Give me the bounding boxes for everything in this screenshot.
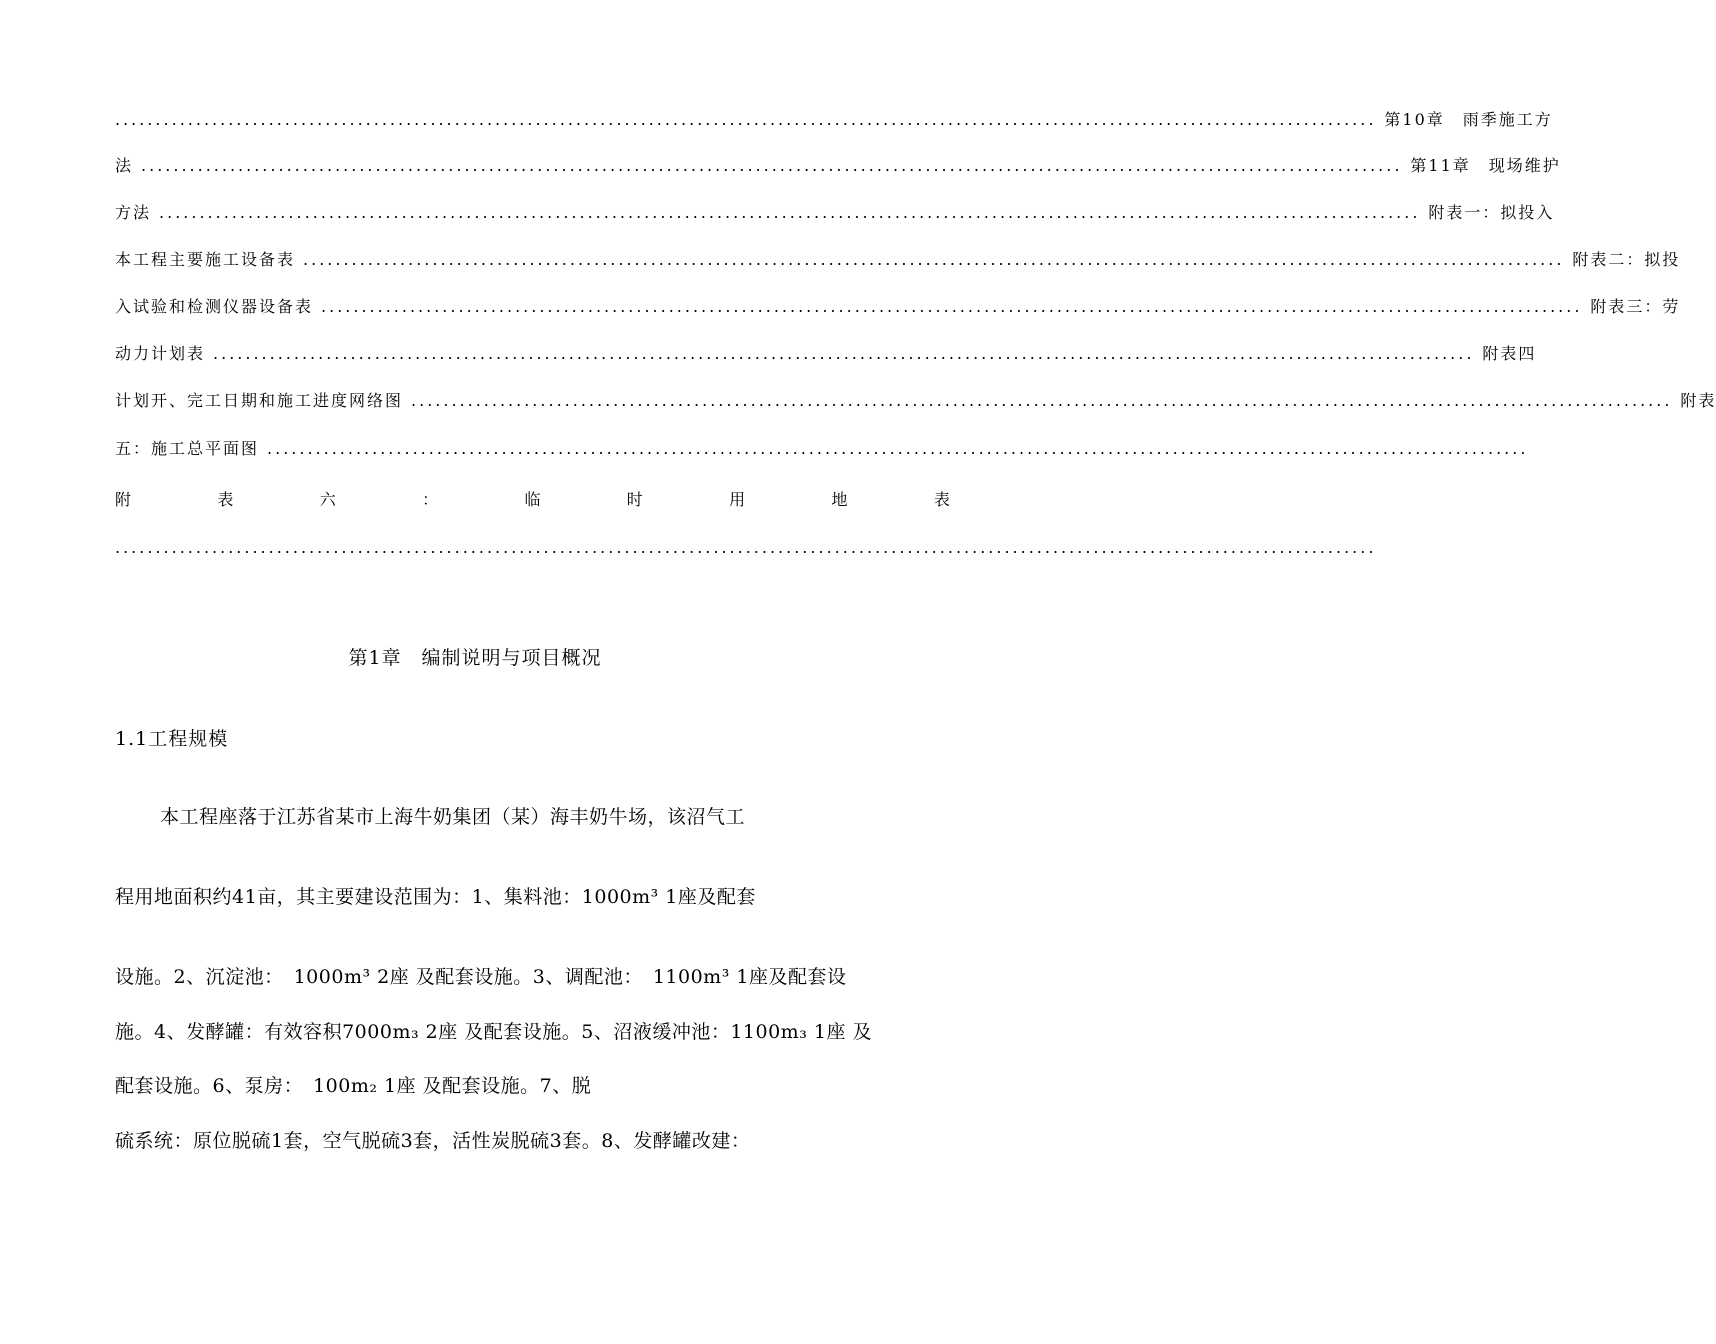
body-line-5: 配套设施。6、泵房： 100m₂ 1座 及配套设施。7、脱 (115, 1075, 592, 1097)
spread-char: 表 (933, 489, 950, 509)
toc-entry-label[interactable]: 附表二：拟投 (1572, 250, 1681, 269)
toc-dot-leader: ............................................................................................................................................................ (267, 439, 1529, 458)
spread-char: 时 (626, 489, 643, 509)
toc-line-text: 动力计划表 (115, 344, 206, 363)
section-title: 1.1工程规模 (115, 728, 229, 750)
body-line-3: 设施。2、沉淀池： 1000m³ 2座 及配套设施。3、调配池： 1100m³ 1座及配套设 (115, 966, 847, 988)
toc-entry-label[interactable]: 附表四 (1482, 344, 1537, 363)
spread-char: 附 (115, 489, 132, 509)
toc-dot-leader: ............................................................................................................................................................ (303, 250, 1565, 269)
toc-line-1 (115, 105, 1553, 135)
toc-entry-label[interactable]: 附表 (1680, 391, 1716, 410)
toc-dot-leader: ............................................................................................................................................................ (115, 110, 1377, 129)
toc-entry-label[interactable]: 附表三：劳 (1590, 297, 1681, 316)
toc-dot-leader: ............................................................................................................................................................ (213, 344, 1475, 363)
toc-entry-label[interactable]: 第10章 雨季施工方 (1384, 110, 1553, 129)
toc-dot-leader: ............................................................................................................................................................ (321, 297, 1583, 316)
body-line-4: 施。4、发酵罐：有效容积7000m₃ 2座 及配套设施。5、沼液缓冲池：1100m₃ 1座 及 (115, 1021, 872, 1043)
toc-line-7 (115, 386, 1716, 416)
spread-char: 地 (831, 489, 848, 509)
toc-line-3 (115, 198, 1555, 228)
toc-line-2 (115, 151, 1561, 181)
spread-char: 六 (319, 489, 336, 509)
toc-line-5 (115, 292, 1681, 322)
toc-line-text: 五：施工总平面图 (115, 439, 260, 458)
toc-dot-leader: ............................................................................................................................................................ (411, 391, 1673, 410)
toc-dot-leader: ............................................................................................................................................................ (141, 156, 1403, 175)
toc-entry-label[interactable]: 第11章 现场维护 (1410, 156, 1561, 175)
spread-char: 表 (217, 489, 234, 509)
toc-dot-leader: ............................................................................................................................................................ (159, 203, 1421, 222)
spread-char: ： (422, 489, 439, 509)
spread-char: 临 (524, 489, 541, 509)
toc-spread-line (115, 483, 950, 513)
toc-line-6 (115, 339, 1537, 369)
toc-dot-leader-end: ............................................................................................................................................................ (115, 538, 1377, 557)
toc-line-8 (115, 434, 1529, 464)
toc-line-4 (115, 245, 1681, 275)
toc-line-text: 法 (115, 156, 134, 175)
body-line-1: 本工程座落于江苏省某市上海牛奶集团（某）海丰奶牛场，该沼气工 (160, 806, 746, 828)
spread-char: 用 (729, 489, 746, 509)
body-line-6: 硫系统：原位脱硫1套，空气脱硫3套，活性炭脱硫3套。8、发酵罐改建： (115, 1130, 751, 1152)
chapter-title: 第1章 编制说明与项目概况 (348, 647, 602, 669)
toc-line-text: 方法 (115, 203, 152, 222)
toc-line-text: 本工程主要施工设备表 (115, 250, 296, 269)
toc-line-text: 计划开、完工日期和施工进度网络图 (115, 391, 404, 410)
toc-line-text: 入试验和检测仪器设备表 (115, 297, 314, 316)
toc-entry-label[interactable]: 附表一：拟投入 (1428, 203, 1555, 222)
body-line-2: 程用地面积约41亩，其主要建设范围为：1、集料池：1000m³ 1座及配套 (115, 886, 756, 908)
